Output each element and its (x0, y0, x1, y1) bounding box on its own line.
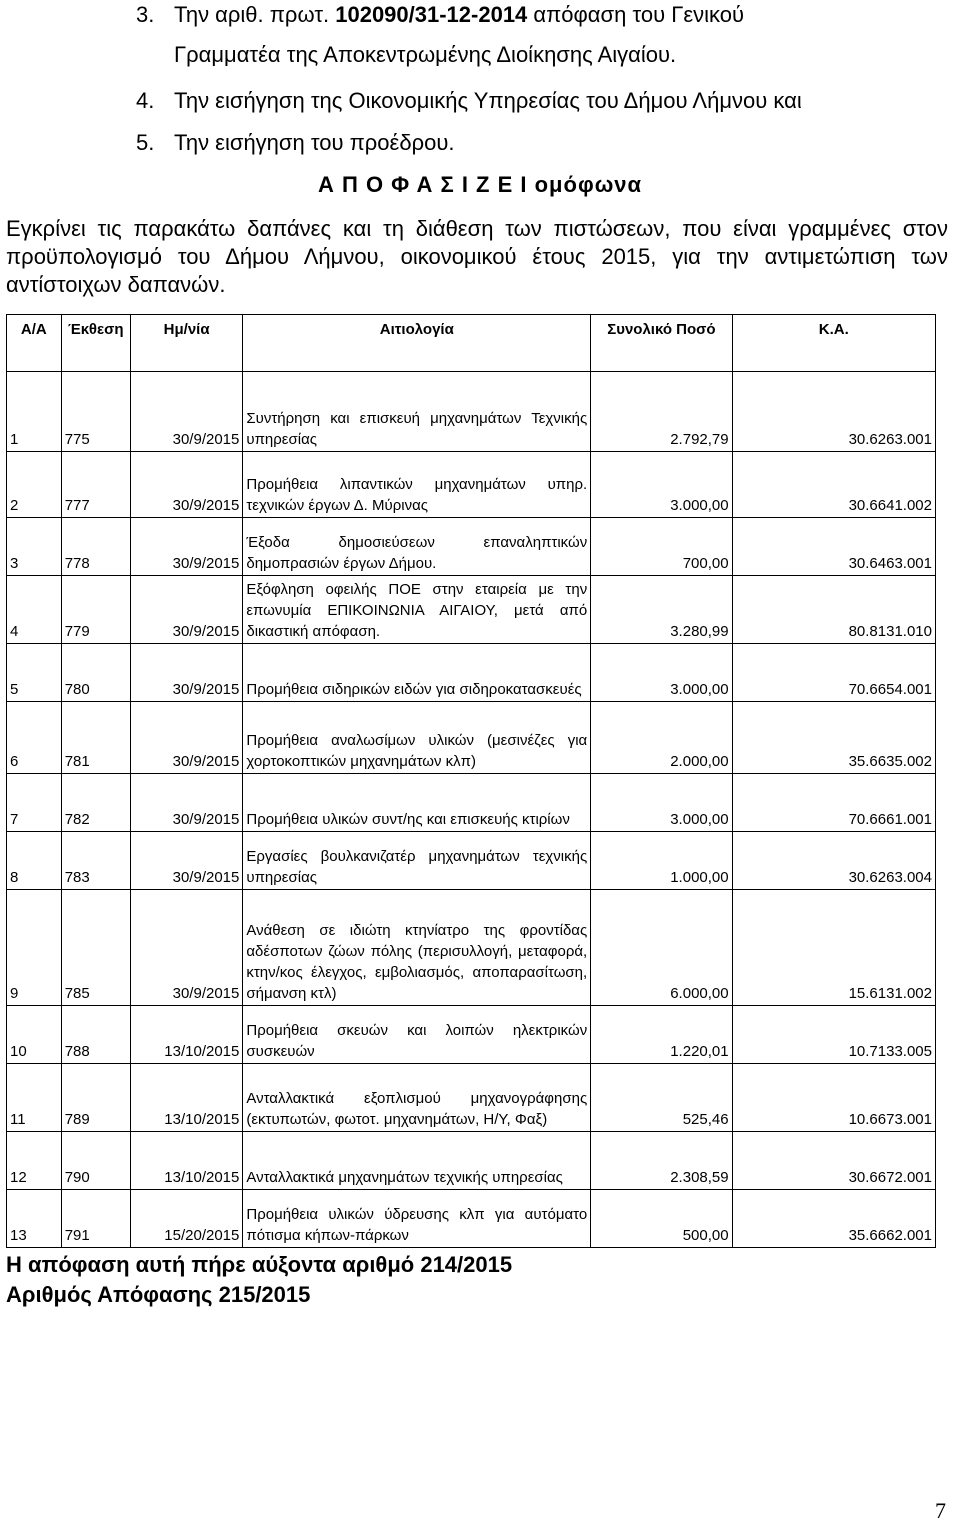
cell-date: 30/9/2015 (130, 832, 243, 890)
cell-reason: Προμήθεια αναλωσίμων υλικών (μεσινέζες για χορτοκοπτικών μηχανημάτων κλπ) (243, 702, 591, 774)
list-text: Την εισήγηση της Οικονομικής Υπηρεσίας του Δήμου Λήμνου και (174, 88, 802, 113)
cell-aa: 2 (7, 452, 62, 518)
cell-ka: 30.6263.004 (732, 832, 935, 890)
cell-date: 30/9/2015 (130, 644, 243, 702)
cell-reason: Προμήθεια σκευών και λοιπών ηλεκτρικών συσκευών (243, 1006, 591, 1064)
table-row (7, 890, 936, 1006)
cell-amount: 2.000,00 (591, 702, 732, 774)
table-row (7, 644, 936, 702)
cell-aa: 5 (7, 644, 62, 702)
expenses-table (6, 314, 936, 1248)
cell-ekthesi: 777 (61, 452, 130, 518)
cell-ekthesi: 775 (61, 372, 130, 452)
decision-number-line: Η απόφαση αυτή πήρε αύξοντα αριθμό 214/2015 (6, 1252, 513, 1277)
cell-reason: Προμήθεια λιπαντικών μηχανημάτων υπηρ. τεχνικών έργων Δ. Μύρινας (243, 452, 591, 518)
list-number: 3. (136, 2, 155, 27)
cell-reason: Ανταλλακτικά μηχανημάτων τεχνικής υπηρεσίας (243, 1132, 591, 1190)
cell-amount: 2.308,59 (591, 1132, 732, 1190)
table-row (7, 452, 936, 518)
cell-ka: 30.6263.001 (732, 372, 935, 452)
cell-amount: 500,00 (591, 1190, 732, 1248)
cell-ekthesi: 780 (61, 644, 130, 702)
cell-amount: 3.000,00 (591, 644, 732, 702)
cell-reason: Προμήθεια σιδηρικών ειδών για σιδηροκατασκευές (243, 644, 591, 702)
cell-ka: 15.6131.002 (732, 890, 935, 1006)
cell-ekthesi: 790 (61, 1132, 130, 1190)
cell-reason: Προμήθεια υλικών ύδρευσης κλπ για αυτόματο πότισμα κήπων-πάρκων (243, 1190, 591, 1248)
cell-date: 15/20/2015 (130, 1190, 243, 1248)
cell-reason: Συντήρηση και επισκευή μηχανημάτων Τεχνικής υπηρεσίας (243, 372, 591, 452)
list-number: 4. (136, 88, 155, 113)
table-row (7, 832, 936, 890)
cell-ka: 80.8131.010 (732, 576, 935, 644)
intro-paragraph: Εγκρίνει τις παρακάτω δαπάνες και τη διάθεση των πιστώσεων, που είναι γραμμένες στον προϋπολογισμό του Δήμου Λήμνου, οικονομικού έτους 2015, για την αντιμετώπιση των αντίστοιχων δαπανών. (6, 216, 948, 297)
list-item-3-continuation: Γραμματέα της Αποκεντρωμένης Διοίκησης Αιγαίου. (174, 42, 677, 67)
table-row (7, 518, 936, 576)
cell-aa: 12 (7, 1132, 62, 1190)
cell-ka: 30.6641.002 (732, 452, 935, 518)
cell-date: 13/10/2015 (130, 1006, 243, 1064)
list-number: 5. (136, 130, 155, 155)
header-date: Ημ/νία (130, 315, 243, 372)
cell-aa: 7 (7, 774, 62, 832)
cell-amount: 2.792,79 (591, 372, 732, 452)
cell-ka: 30.6463.001 (732, 518, 935, 576)
cell-amount: 1.000,00 (591, 832, 732, 890)
table-header-row (7, 315, 936, 372)
cell-ekthesi: 781 (61, 702, 130, 774)
cell-reason: Εργασίες βουλκανιζατέρ μηχανημάτων τεχνικής υπηρεσίας (243, 832, 591, 890)
cell-reason: Εξόφληση οφειλής ΠΟΕ στην εταιρεία με την επωνυμία ΕΠΙΚΟΙΝΩΝΙΑ ΑΙΓΑΙΟΥ, μετά από δικαστική απόφαση. (243, 576, 591, 644)
table-row (7, 1064, 936, 1132)
cell-ekthesi: 782 (61, 774, 130, 832)
table-row (7, 1190, 936, 1248)
cell-aa: 4 (7, 576, 62, 644)
table-row (7, 1132, 936, 1190)
list-text: Την εισήγηση του προέδρου. (174, 130, 455, 155)
cell-aa: 10 (7, 1006, 62, 1064)
cell-ekthesi: 791 (61, 1190, 130, 1248)
cell-amount: 3.280,99 (591, 576, 732, 644)
decision-heading: Α Π Ο Φ Α Σ Ι Ζ Ε Ι ομόφωνα (317, 172, 643, 197)
cell-reason: Προμήθεια υλικών συντ/ης και επισκευής κτιρίων (243, 774, 591, 832)
cell-ekthesi: 778 (61, 518, 130, 576)
cell-date: 30/9/2015 (130, 576, 243, 644)
cell-ka: 70.6654.001 (732, 644, 935, 702)
cell-date: 30/9/2015 (130, 774, 243, 832)
header-ka: Κ.Α. (732, 315, 935, 372)
cell-date: 13/10/2015 (130, 1132, 243, 1190)
cell-reason: Ανταλλακτικά εξοπλισμού μηχανογράφησης (εκτυπωτών, φωτοτ. μηχανημάτων, Η/Υ, Φαξ) (243, 1064, 591, 1132)
header-ekthesi: Έκθεση (61, 315, 130, 372)
cell-amount: 3.000,00 (591, 452, 732, 518)
cell-date: 30/9/2015 (130, 372, 243, 452)
cell-date: 30/9/2015 (130, 452, 243, 518)
header-reason: Αιτιολογία (243, 315, 591, 372)
table-row (7, 702, 936, 774)
list-text-after: απόφαση του Γενικού (527, 2, 745, 27)
header-aa: Α/Α (7, 315, 62, 372)
cell-ka: 35.6662.001 (732, 1190, 935, 1248)
cell-ka: 10.6673.001 (732, 1064, 935, 1132)
cell-aa: 8 (7, 832, 62, 890)
cell-ekthesi: 779 (61, 576, 130, 644)
table-row (7, 1006, 936, 1064)
cell-ka: 70.6661.001 (732, 774, 935, 832)
protocol-number: 102090/31-12-2014 (335, 2, 528, 27)
cell-aa: 9 (7, 890, 62, 1006)
table-row (7, 372, 936, 452)
cell-date: 30/9/2015 (130, 890, 243, 1006)
cell-aa: 6 (7, 702, 62, 774)
cell-aa: 3 (7, 518, 62, 576)
cell-ekthesi: 789 (61, 1064, 130, 1132)
list-text: Την αριθ. πρωτ. (174, 2, 336, 27)
table-row (7, 774, 936, 832)
cell-amount: 3.000,00 (591, 774, 732, 832)
page-number: 7 (935, 1498, 946, 1523)
cell-aa: 1 (7, 372, 62, 452)
cell-ka: 35.6635.002 (732, 702, 935, 774)
cell-reason: Ανάθεση σε ιδιώτη κτηνίατρο της φροντίδας αδέσποτων ζώων πόλης (περισυλλογή, μεταφορά, κτην/κος έλεγχος, εμβολιασμός, αποπαρασίτωση, σήμανση κτλ) (243, 890, 591, 1006)
header-amount: Συνολικό Ποσό (591, 315, 732, 372)
cell-aa: 11 (7, 1064, 62, 1132)
cell-ekthesi: 783 (61, 832, 130, 890)
cell-ekthesi: 785 (61, 890, 130, 1006)
cell-ekthesi: 788 (61, 1006, 130, 1064)
cell-amount: 6.000,00 (591, 890, 732, 1006)
cell-date: 13/10/2015 (130, 1064, 243, 1132)
cell-date: 30/9/2015 (130, 518, 243, 576)
cell-date: 30/9/2015 (130, 702, 243, 774)
cell-aa: 13 (7, 1190, 62, 1248)
cell-reason: Έξοδα δημοσιεύσεων επαναληπτικών δημοπρασιών έργων Δήμου. (243, 518, 591, 576)
cell-amount: 1.220,01 (591, 1006, 732, 1064)
cell-ka: 10.7133.005 (732, 1006, 935, 1064)
cell-ka: 30.6672.001 (732, 1132, 935, 1190)
decision-id-line: Αριθμός Απόφασης 215/2015 (6, 1282, 311, 1307)
cell-amount: 525,46 (591, 1064, 732, 1132)
cell-amount: 700,00 (591, 518, 732, 576)
table-row (7, 576, 936, 644)
